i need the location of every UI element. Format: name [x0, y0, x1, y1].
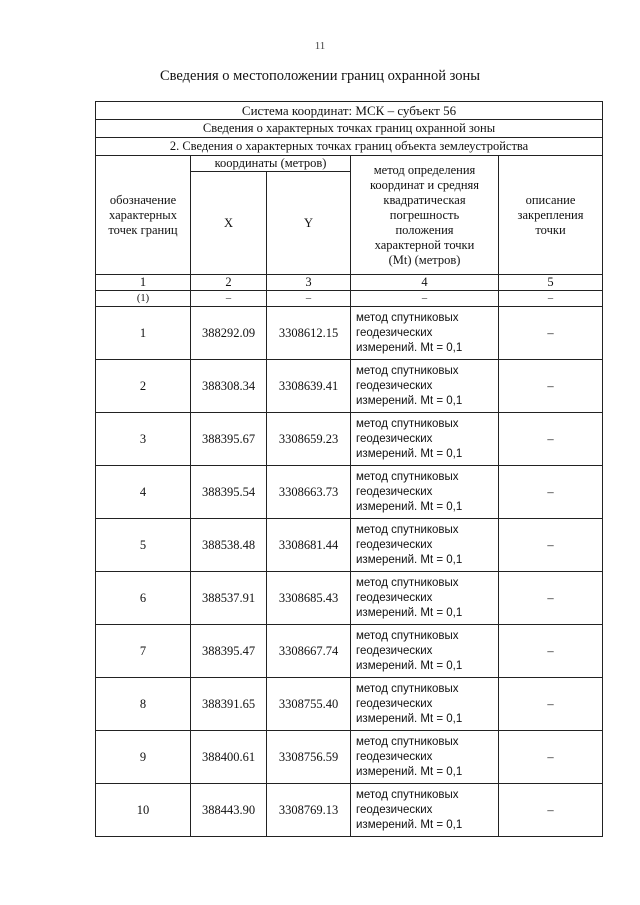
coordinate-x: 388395.54 [191, 466, 267, 519]
point-number: 10 [96, 784, 191, 837]
header-y: Y [267, 172, 351, 275]
table-row [96, 625, 603, 678]
coordinate-x: 388395.67 [191, 413, 267, 466]
fixing-description: – [499, 413, 603, 466]
coordinate-x: 388537.91 [191, 572, 267, 625]
header-method: метод определения координат и средняя квадратическая погрешность положения характерной точки (Mt) (метров) [351, 156, 499, 275]
coordinate-y: 3308612.15 [267, 307, 351, 360]
page-number: 11 [314, 40, 326, 52]
fixing-description: – [499, 307, 603, 360]
fixing-description: – [499, 519, 603, 572]
coordinate-y: 3308769.13 [267, 784, 351, 837]
section-heading-row [96, 120, 603, 138]
coordinate-x: 388395.47 [191, 625, 267, 678]
header-fixing: описание закрепления точки [499, 156, 603, 275]
subsection-heading-row [96, 138, 603, 156]
fixing-description: – [499, 572, 603, 625]
method-description: метод спутниковых геодезических измерений. Mt = 0,1 [351, 413, 499, 466]
method-description: метод спутниковых геодезических измерений. Mt = 0,1 [351, 519, 499, 572]
column-number: 4 [351, 275, 499, 291]
coordinate-y: 3308685.43 [267, 572, 351, 625]
document-title: Сведения о местоположении границ охранной зоны [159, 68, 480, 84]
table-row [96, 360, 603, 413]
table-row [96, 413, 603, 466]
contour-cell: – [267, 291, 351, 307]
method-description: метод спутниковых геодезических измерений. Mt = 0,1 [351, 572, 499, 625]
fixing-description: – [499, 784, 603, 837]
column-number: 1 [96, 275, 191, 291]
coordinate-y: 3308659.23 [267, 413, 351, 466]
point-number: 6 [96, 572, 191, 625]
boundary-points-table [95, 101, 603, 837]
point-number: 3 [96, 413, 191, 466]
table-row [96, 307, 603, 360]
method-description: метод спутниковых геодезических измерений. Mt = 0,1 [351, 466, 499, 519]
coordinate-y: 3308639.41 [267, 360, 351, 413]
contour-cell: – [351, 291, 499, 307]
method-description: метод спутниковых геодезических измерений. Mt = 0,1 [351, 625, 499, 678]
header-x: X [191, 172, 267, 275]
column-number: 2 [191, 275, 267, 291]
column-number: 3 [267, 275, 351, 291]
point-number: 4 [96, 466, 191, 519]
coord-system-label: Система координат: МСК – субъект 56 [96, 102, 603, 120]
table-row [96, 678, 603, 731]
coordinate-x: 388538.48 [191, 519, 267, 572]
method-description: метод спутниковых геодезических измерений. Mt = 0,1 [351, 784, 499, 837]
table-row [96, 572, 603, 625]
header-coordinates: координаты (метров) [191, 156, 351, 172]
coord-system-row [96, 102, 603, 120]
method-description: метод спутниковых геодезических измерений. Mt = 0,1 [351, 731, 499, 784]
method-description: метод спутниковых геодезических измерений. Mt = 0,1 [351, 678, 499, 731]
column-header-row [96, 156, 603, 172]
table-row [96, 466, 603, 519]
table-row [96, 519, 603, 572]
coordinate-x: 388308.34 [191, 360, 267, 413]
coordinate-y: 3308667.74 [267, 625, 351, 678]
coordinate-y: 3308755.40 [267, 678, 351, 731]
coordinate-x: 388400.61 [191, 731, 267, 784]
coordinate-x: 388292.09 [191, 307, 267, 360]
coordinate-y: 3308663.73 [267, 466, 351, 519]
contour-cell: – [499, 291, 603, 307]
coordinate-x: 388391.65 [191, 678, 267, 731]
contour-label: (1) [96, 291, 191, 307]
contour-cell: – [191, 291, 267, 307]
method-description: метод спутниковых геодезических измерений. Mt = 0,1 [351, 307, 499, 360]
column-number-row [96, 275, 603, 291]
point-number: 5 [96, 519, 191, 572]
fixing-description: – [499, 678, 603, 731]
coordinate-y: 3308756.59 [267, 731, 351, 784]
subsection-heading: 2. Сведения о характерных точках границ объекта землеустройства [96, 138, 603, 156]
fixing-description: – [499, 625, 603, 678]
contour-row [96, 291, 603, 307]
point-number: 1 [96, 307, 191, 360]
header-point-designation: обозначение характерных точек границ [96, 156, 191, 275]
point-number: 2 [96, 360, 191, 413]
fixing-description: – [499, 731, 603, 784]
point-number: 9 [96, 731, 191, 784]
point-number: 7 [96, 625, 191, 678]
column-number: 5 [499, 275, 603, 291]
table-row [96, 784, 603, 837]
method-description: метод спутниковых геодезических измерений. Mt = 0,1 [351, 360, 499, 413]
coordinate-x: 388443.90 [191, 784, 267, 837]
fixing-description: – [499, 360, 603, 413]
coordinate-y: 3308681.44 [267, 519, 351, 572]
point-number: 8 [96, 678, 191, 731]
table-row [96, 731, 603, 784]
fixing-description: – [499, 466, 603, 519]
section-heading: Сведения о характерных точках границ охранной зоны [96, 120, 603, 138]
